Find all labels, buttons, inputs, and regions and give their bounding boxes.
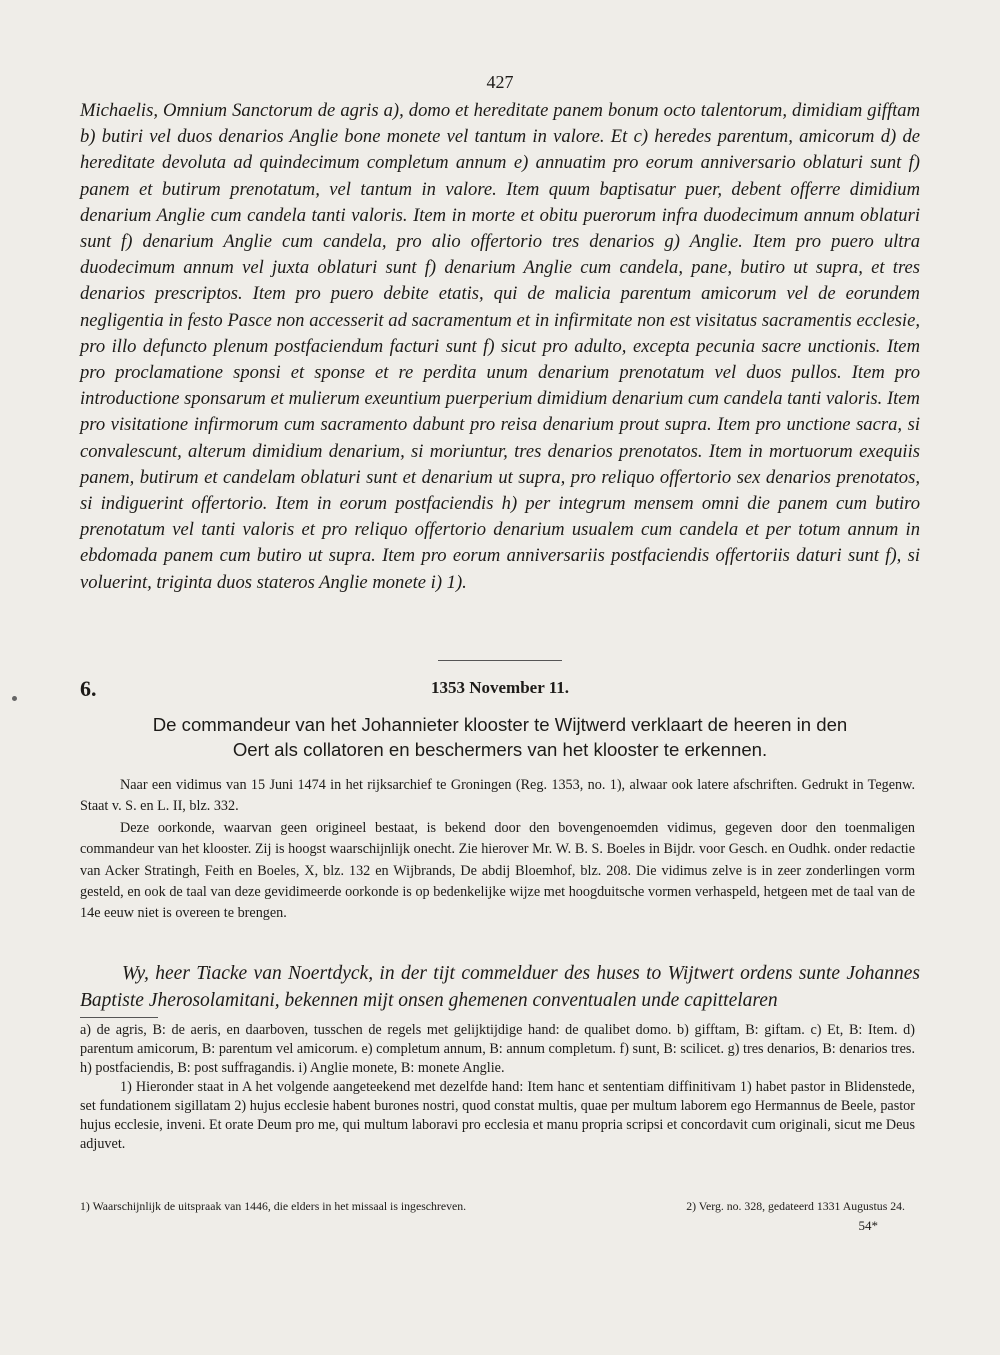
latin-body-text: Michaelis, Omnium Sanctorum de agris a), domo et hereditate panem bonum octo talentorum, dimidiam gifftam b) butiri vel duos denarios Anglie bone monete vel tantum in valore. Et c) heredes parentum, amicorum d) de hereditate devoluta ad quindecimum completum annum e) annuatim pro eorum anniversario oblaturi sunt f) panem et butirum prenotatum, vel tantum in valore. Item quum baptisatur puer, debent offerre dimidium denarium Anglie cum candela tanti valoris. Item in morte et obitu puerorum infra duodecimum annum oblaturi sunt f) denarium Anglie cum candela, pro alio offertorio tres denarios g) Anglie. Item pro puero ultra duodecimum annum vel juxta oblaturi sunt f) denarium Anglie cum candela, pane, butiro ut supra, et tres denarios prescriptos. Item pro puero debite etatis, qui de malicia parentum amicorum vel de eorundem negligentia in festo Pasce non accesserit ad sacramentum et in infirmitate non est visitatus sacramentis ecclesie, pro illo defuncto plenum postfaciendum facturi sunt f) sicut pro adulto, excepta pecunia sacre unctionis. Item pro proclamatione sponsi et sponse et re perdita unum denarium prenotatum vel duos pullos. Item pro introductione sponsarum et mulierum exeuntium puerperium dimidium denarium cum candela tanti valoris. Item pro visitatione infirmorum cum sacramento dabunt pro reisa denarium prout supra. Item pro unctione sacra, si convalescunt, alterum dimidium denarium, si moriuntur, tres denarios prenotatos. Item in mortuorum exequiis panem, butirum et candelam oblaturi sunt et denarium ut supra, pro reliquo offertorio sex denarios prenotatos, si indiguerint offertorio. Item in eorum postfaciendis h) per integrum mensem omni die panem cum butiro prenotatum vel tanti valoris et pro reliquo offertorio denarium usualem cum candela et per totum annum in ebdomada panem cum butiro ut supra. Item pro eorum anniversariis postfaciendis offertoriis daturi sunt f), si voluerint, triginta duos stateros Anglie monete i) 1). — [80, 100, 920, 593]
footnote-divider — [80, 1017, 158, 1018]
source-notes — [80, 775, 915, 925]
footnote-1: 1) Waarschijnlijk de uitspraak van 1446, die elders in het missaal is ingeschreven. — [80, 1199, 467, 1213]
dutch-body-text: Wy, heer Tiacke van Noertdyck, in der tijt commelduer des huses to Wijtwert ordens sunte Johannes Baptiste Jherosolamitani, bekennen mijt onsen ghemenen conventualen unde capittelaren — [80, 963, 920, 1011]
document-summary: De commandeur van het Johannieter klooster te Wijtwerd verklaart de heeren in den Oert als collatoren en beschermers van het klooster te erkennen. — [152, 714, 848, 760]
page-number: 427 — [486, 72, 514, 92]
footnotes — [80, 1199, 905, 1214]
critical-apparatus — [80, 1021, 915, 1154]
annotation-note: 1) Hieronder staat in A het volgende aangeteekend met dezelfde hand: Item hanc et sententiam diffinitivam 1) habet pastor in Blidenstede, set fundationem sigillatam 2) hujus ecclesie habent burones nostri, quod constat multis, quae per multum laborem ego Hermannus de Beele, pastor hujus ecclesie, inveni. Et orate Deum pro me, qui multum laboravi pro ecclesia et manu propria scripsi et concordavit cum originali, sicut me Deus adjuvet. — [80, 1079, 915, 1152]
source-note: Naar een vidimus van 15 Juni 1474 in het rijksarchief te Groningen (Reg. 1353, no. 1), alwaar ook latere afschriften. Gedrukt in Tegenw. Staat v. S. en L. II, blz. 332. — [80, 777, 915, 815]
document-number: 6. — [80, 676, 97, 701]
commentary-note: Deze oorkonde, waarvan geen origineel bestaat, is bekend door den bovengenoemden vidimus, gegeven door den toenmaligen commandeur van het klooster. Zij is hoogst waarschijnlijk onecht. Zie hierover Mr. W. B. S. Boeles in Bijdr. voor Gesch. en Oudhk. onder redactie van Acker Stratingh, Feith en Boeles, X, blz. 132 en Wijbrands, De abdij Bloemhof, blz. 208. Die vidimus zelve is in zeer zonderlingen vorm gesteld, en ook de taal van deze gevidimeerde oorkonde is op bedenkelijke wijze met hoogduitsche vormen verhaspeld, hetgeen met de taal van de 14e eeuw niet is overeen te brengen. — [80, 819, 915, 922]
variant-readings: a) de agris, B: de aeris, en daarboven, tusschen de regels met gelijktijdige hand: de qualibet domo. b) gifftam, B: giftam. c) Et, B: Item. d) parentum amicorum, B: parentum vel amicorum. e) completum annum, B: annum completum. f) sunt, B: scilicet. g) tres denarios, B: denarios tres. h) postfaciendis, B: post suffragandis. i) Anglie monete, B: monete Anglie. — [80, 1022, 915, 1076]
sheet-signature: 54* — [858, 1218, 878, 1233]
document-date: 1353 November 11. — [430, 678, 570, 697]
section-divider — [438, 660, 562, 661]
footnote-2: 2) Verg. no. 328, gedateerd 1331 Augustus 24. — [686, 1199, 905, 1213]
